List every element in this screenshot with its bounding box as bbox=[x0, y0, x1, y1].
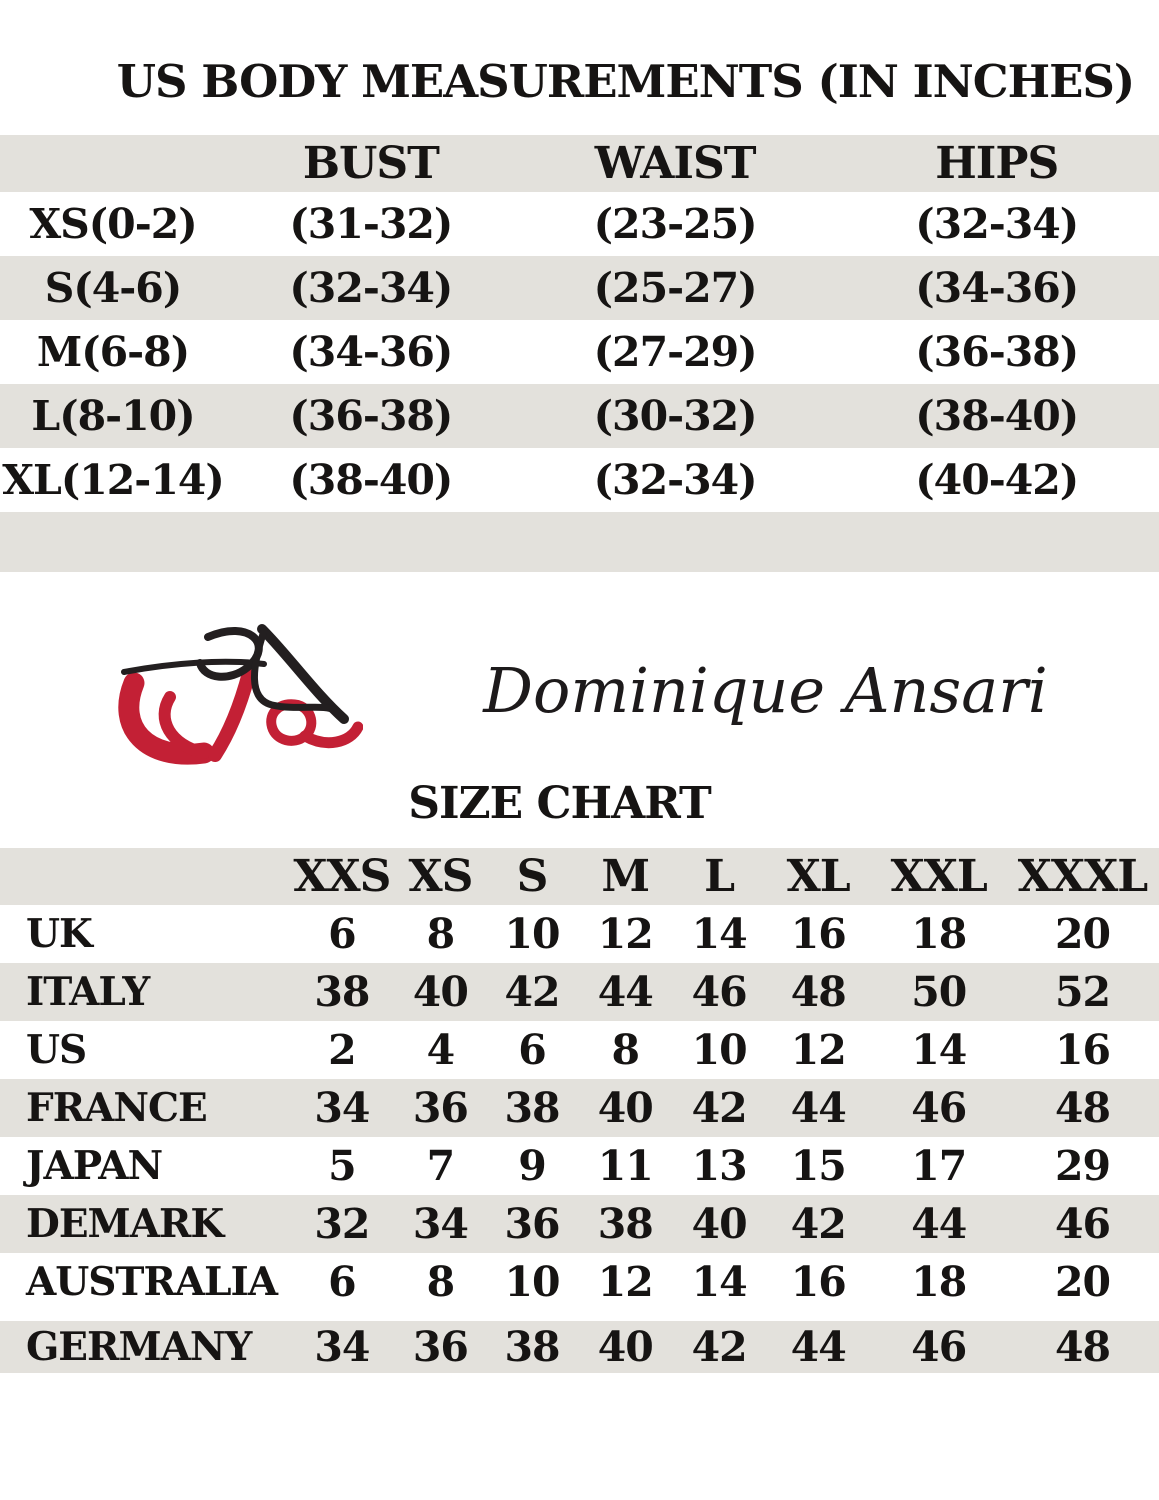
size-value: 14 bbox=[691, 1258, 747, 1306]
size-column-header: XXS bbox=[293, 851, 391, 902]
size-value: 16 bbox=[790, 1258, 846, 1306]
size-value: 5 bbox=[328, 1142, 356, 1190]
size-value: 8 bbox=[426, 910, 455, 958]
size-label: XL(12-14) bbox=[2, 456, 224, 504]
empty-stripe-row bbox=[0, 512, 1159, 572]
size-chart-row bbox=[0, 1253, 1159, 1311]
size-value: 34 bbox=[314, 1084, 370, 1132]
size-value: 48 bbox=[790, 968, 846, 1016]
size-column-header: XS bbox=[408, 851, 473, 902]
size-value: 46 bbox=[1054, 1200, 1111, 1248]
size-chart-body bbox=[0, 905, 1159, 1373]
size-value: 40 bbox=[412, 968, 468, 1016]
measurement-value: (32-34) bbox=[915, 200, 1079, 248]
measurements-title: US BODY MEASUREMENTS (IN INCHES) bbox=[116, 55, 1135, 108]
size-value: 42 bbox=[691, 1084, 747, 1132]
country-label: GERMANY bbox=[26, 1324, 252, 1370]
size-value: 16 bbox=[1054, 1026, 1111, 1074]
size-value: 14 bbox=[691, 910, 747, 958]
size-chart-row bbox=[0, 905, 1159, 963]
size-label: XS(0-2) bbox=[29, 200, 197, 248]
size-label: M(6-8) bbox=[36, 328, 190, 376]
row-gap-spacer bbox=[0, 1311, 1159, 1321]
size-value: 48 bbox=[1054, 1084, 1111, 1132]
country-label: AUSTRALIA bbox=[26, 1259, 278, 1305]
size-chart-title: SIZE CHART bbox=[408, 778, 711, 829]
size-value: 18 bbox=[911, 1258, 967, 1306]
country-label: ITALY bbox=[26, 969, 150, 1015]
measurement-value: (38-40) bbox=[915, 392, 1079, 440]
international-size-chart-table bbox=[0, 848, 1159, 1373]
size-column-header: XXL bbox=[890, 851, 987, 902]
size-value: 8 bbox=[426, 1258, 455, 1306]
size-chart-row bbox=[0, 1195, 1159, 1253]
size-value: 42 bbox=[691, 1323, 747, 1371]
size-value: 42 bbox=[790, 1200, 846, 1248]
measurements-header-row bbox=[0, 135, 1159, 192]
size-value: 46 bbox=[911, 1084, 967, 1132]
size-chart-row bbox=[0, 963, 1159, 1021]
size-value: 44 bbox=[911, 1200, 967, 1248]
size-value: 18 bbox=[911, 910, 967, 958]
measurement-value: (40-42) bbox=[915, 456, 1079, 504]
measurement-row bbox=[0, 192, 1159, 256]
size-value: 46 bbox=[911, 1323, 967, 1371]
measurement-value: (34-36) bbox=[915, 264, 1079, 312]
measurement-column-header: HIPS bbox=[935, 138, 1059, 189]
size-chart-row bbox=[0, 1321, 1159, 1373]
size-label: L(8-10) bbox=[31, 392, 195, 440]
size-value: 46 bbox=[691, 968, 747, 1016]
country-label: UK bbox=[26, 911, 92, 957]
us-body-measurements-table bbox=[0, 135, 1159, 572]
size-value: 12 bbox=[597, 910, 653, 958]
size-value: 34 bbox=[412, 1200, 468, 1248]
size-chart-row bbox=[0, 1137, 1159, 1195]
measurement-row bbox=[0, 384, 1159, 448]
country-label: DEMARK bbox=[26, 1201, 224, 1247]
measurements-body bbox=[0, 192, 1159, 572]
size-value: 9 bbox=[518, 1142, 546, 1190]
size-value: 36 bbox=[412, 1084, 468, 1132]
brand-name: Dominique Ansari bbox=[483, 653, 1048, 727]
measurement-value: (36-38) bbox=[289, 392, 453, 440]
size-value: 2 bbox=[328, 1026, 356, 1074]
size-value: 40 bbox=[597, 1084, 653, 1132]
corner-cell bbox=[0, 135, 226, 192]
size-column-header: S bbox=[516, 851, 548, 902]
size-value: 16 bbox=[790, 910, 846, 958]
measurement-value: (25-27) bbox=[593, 264, 757, 312]
size-value: 20 bbox=[1054, 1258, 1111, 1306]
brand-header bbox=[0, 614, 1159, 766]
size-value: 38 bbox=[504, 1323, 560, 1371]
measurement-value: (38-40) bbox=[289, 456, 453, 504]
size-value: 32 bbox=[314, 1200, 370, 1248]
country-label: US bbox=[26, 1027, 87, 1073]
size-value: 34 bbox=[314, 1323, 370, 1371]
size-value: 13 bbox=[691, 1142, 747, 1190]
measurement-column-header: BUST bbox=[302, 138, 439, 189]
measurement-value: (32-34) bbox=[593, 456, 757, 504]
size-column-header: M bbox=[601, 851, 650, 902]
size-value: 40 bbox=[691, 1200, 747, 1248]
size-value: 10 bbox=[691, 1026, 747, 1074]
size-value: 40 bbox=[597, 1323, 653, 1371]
measurement-row bbox=[0, 256, 1159, 320]
measurement-value: (30-32) bbox=[593, 392, 757, 440]
size-value: 52 bbox=[1054, 968, 1111, 1016]
size-value: 17 bbox=[911, 1142, 967, 1190]
size-column-header: XL bbox=[786, 851, 850, 902]
size-value: 36 bbox=[504, 1200, 560, 1248]
size-value: 44 bbox=[790, 1323, 846, 1371]
size-value: 10 bbox=[504, 910, 560, 958]
country-label: JAPAN bbox=[26, 1143, 163, 1189]
size-chart-row bbox=[0, 1021, 1159, 1079]
measurement-row bbox=[0, 320, 1159, 384]
size-column-header: XXXL bbox=[1017, 851, 1148, 902]
size-column-header: L bbox=[704, 851, 735, 902]
measurement-value: (36-38) bbox=[915, 328, 1079, 376]
size-value: 6 bbox=[518, 1026, 546, 1074]
da-calligraphy-monogram-icon bbox=[111, 615, 363, 765]
size-value: 50 bbox=[911, 968, 967, 1016]
size-value: 12 bbox=[597, 1258, 653, 1306]
size-chart-header-row bbox=[0, 848, 1159, 905]
size-value: 38 bbox=[597, 1200, 653, 1248]
measurement-column-header: WAIST bbox=[594, 138, 756, 189]
size-value: 6 bbox=[328, 1258, 356, 1306]
measurement-value: (34-36) bbox=[289, 328, 453, 376]
size-value: 44 bbox=[597, 968, 653, 1016]
size-value: 36 bbox=[412, 1323, 468, 1371]
measurement-value: (27-29) bbox=[593, 328, 757, 376]
measurement-value: (32-34) bbox=[289, 264, 453, 312]
size-value: 42 bbox=[504, 968, 560, 1016]
measurement-row bbox=[0, 448, 1159, 512]
size-value: 10 bbox=[504, 1258, 560, 1306]
size-value: 11 bbox=[597, 1142, 653, 1190]
corner-cell bbox=[0, 848, 290, 905]
size-value: 12 bbox=[790, 1026, 846, 1074]
measurement-value: (31-32) bbox=[289, 200, 453, 248]
size-value: 38 bbox=[314, 968, 370, 1016]
size-value: 15 bbox=[790, 1142, 846, 1190]
size-value: 4 bbox=[426, 1026, 455, 1074]
size-value: 29 bbox=[1054, 1142, 1111, 1190]
country-label: FRANCE bbox=[26, 1085, 207, 1131]
measurement-value: (23-25) bbox=[593, 200, 757, 248]
size-value: 20 bbox=[1054, 910, 1111, 958]
size-value: 44 bbox=[790, 1084, 846, 1132]
size-value: 14 bbox=[911, 1026, 967, 1074]
size-value: 48 bbox=[1054, 1323, 1111, 1371]
size-value: 7 bbox=[426, 1142, 455, 1190]
size-value: 38 bbox=[504, 1084, 560, 1132]
size-label: S(4-6) bbox=[44, 264, 182, 312]
size-value: 6 bbox=[328, 910, 356, 958]
size-chart-row bbox=[0, 1079, 1159, 1137]
size-value: 8 bbox=[611, 1026, 640, 1074]
